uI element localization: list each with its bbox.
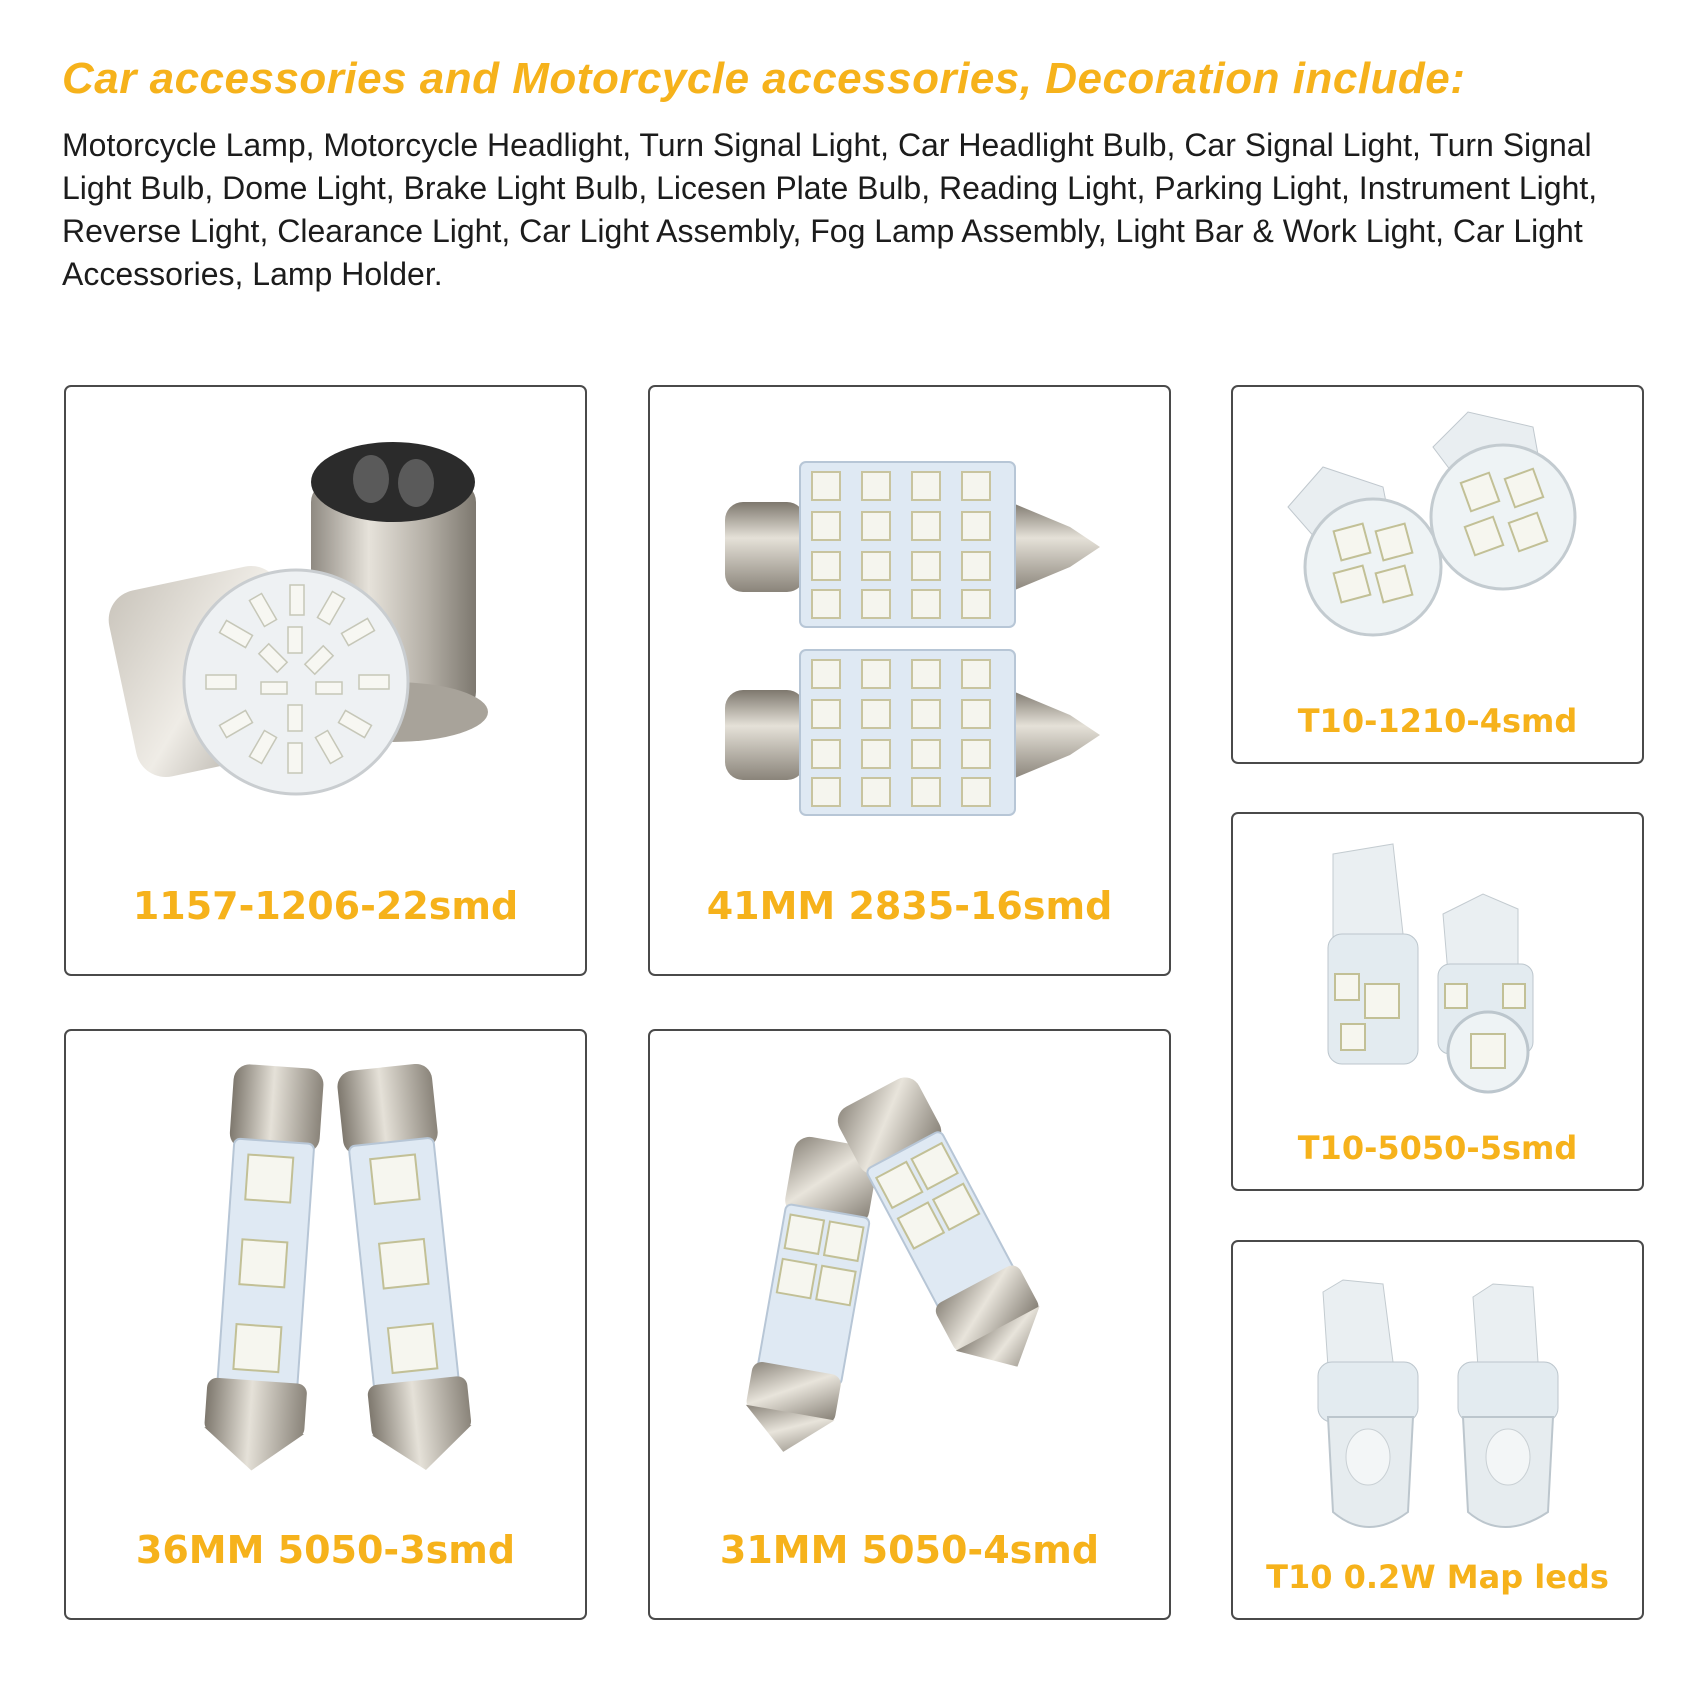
- 36mm-festoon-bulb-pair-image: [66, 1031, 589, 1491]
- product-card-41mm: [648, 385, 1171, 976]
- t10-map-led-pair-image: [1233, 1242, 1646, 1552]
- product-label: T10-1210-4smd: [1297, 702, 1578, 740]
- product-card-t10-5smd: [1231, 812, 1644, 1191]
- 41mm-festoon-bulb-pair-image: [650, 387, 1173, 887]
- product-card-1157: [64, 385, 587, 976]
- product-card-31mm: [648, 1029, 1171, 1620]
- product-label: 31MM 5050-4smd: [719, 1528, 1100, 1572]
- product-label: T10 0.2W Map leds: [1266, 1558, 1609, 1596]
- product-label: 41MM 2835-16smd: [706, 884, 1113, 928]
- product-card-t10-map-leds: [1231, 1240, 1644, 1620]
- product-label: 1157-1206-22smd: [132, 884, 519, 928]
- t10-wedge-5smd-pair-image: [1233, 814, 1646, 1124]
- product-label: T10-5050-5smd: [1297, 1129, 1578, 1167]
- product-card-t10-4smd: [1231, 385, 1644, 764]
- t10-wedge-4smd-pair-image: [1233, 387, 1646, 697]
- 1157-bayonet-bulb-pair-image: [66, 387, 589, 887]
- 31mm-festoon-bulb-pair-image: [650, 1031, 1173, 1501]
- intro-text: Motorcycle Lamp, Motorcycle Headlight, Turn Signal Light, Car Headlight Bulb, Car Signal Light, Turn Signal Light Bulb, Dome Light, Brake Light Bulb, Licesen Plate Bulb, Reading Light, Parking Light, Instrument Light, Reverse Light, Clearance Light, Car Light Assembly, Fog Lamp Assembly, Light Bar & Work Light, Car Light Accessories, Lamp Holder.: [62, 127, 1598, 292]
- headline: Car accessories and Motorcycle accessories, Decoration include:: [62, 54, 1466, 103]
- product-label: 36MM 5050-3smd: [135, 1528, 516, 1572]
- product-card-36mm: [64, 1029, 587, 1620]
